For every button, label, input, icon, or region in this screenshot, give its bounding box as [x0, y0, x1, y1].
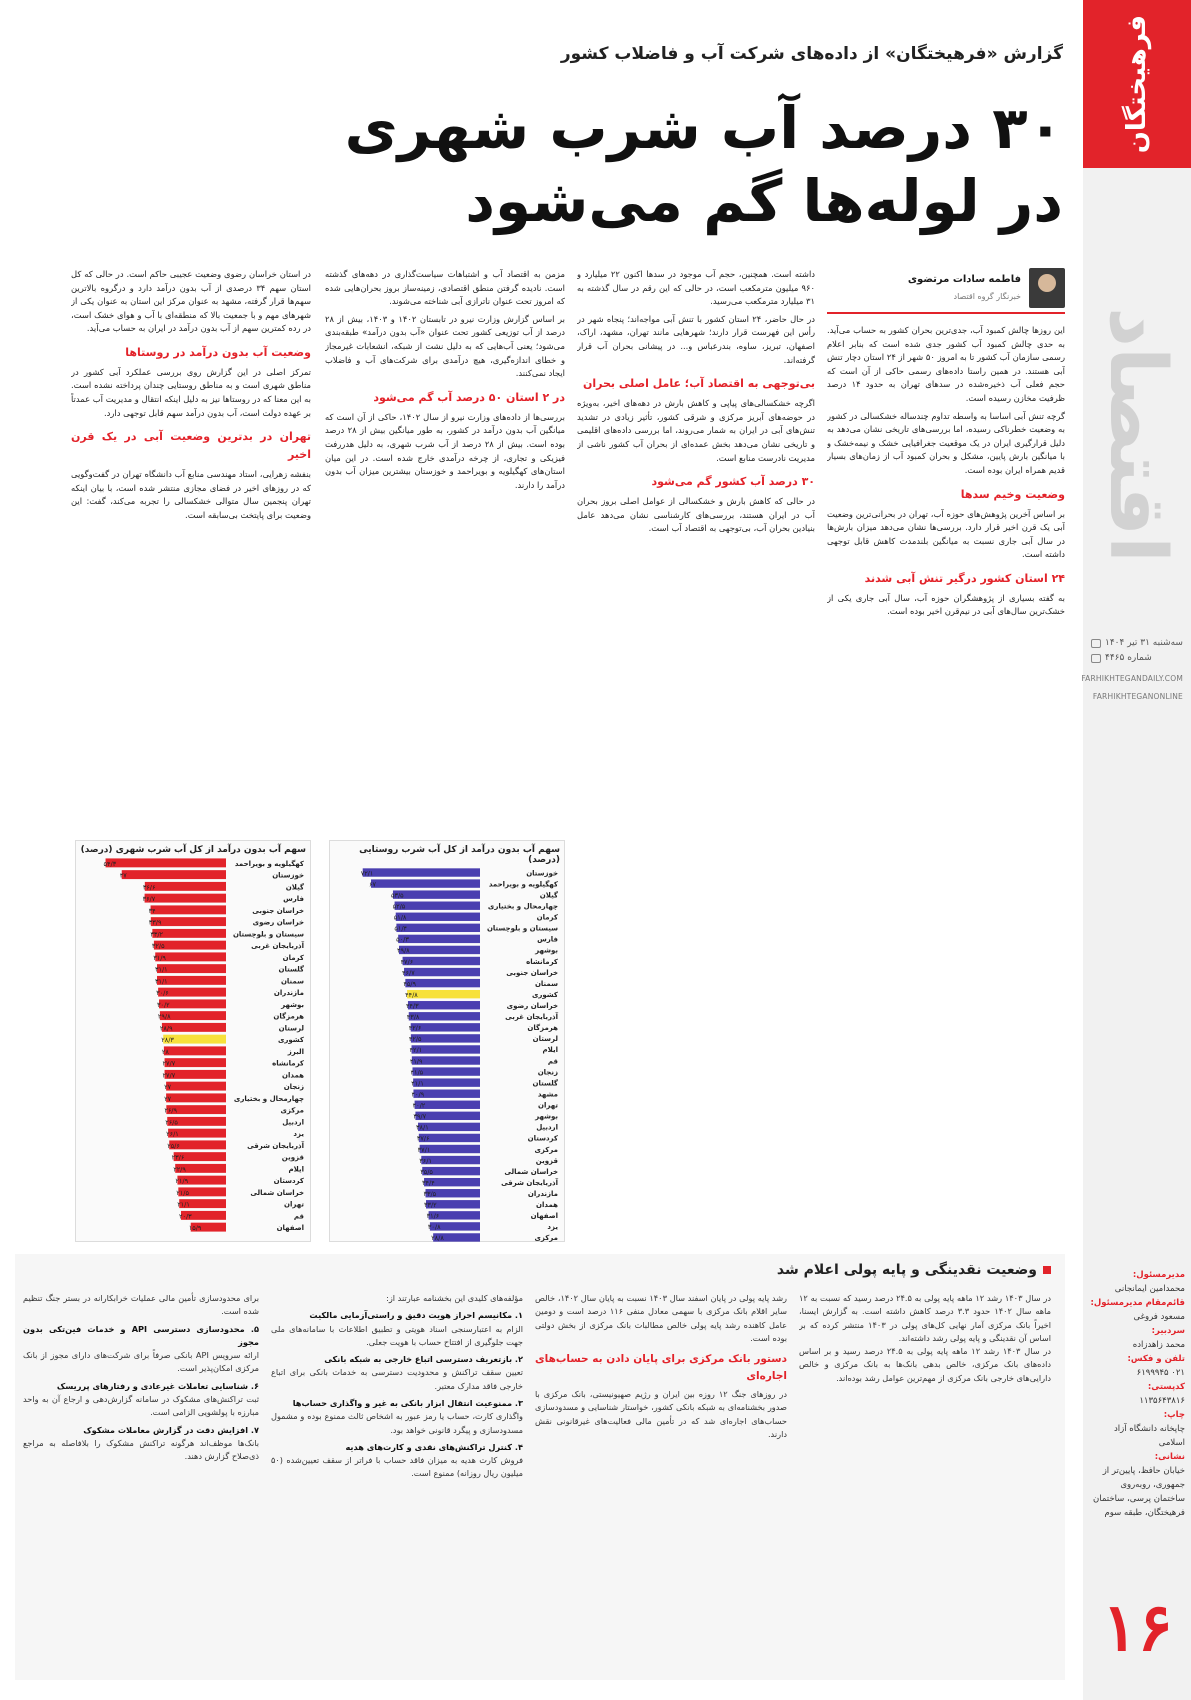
chart-value-label: ۳۷/۱ [417, 1145, 431, 1154]
chart-category-label: فارس [283, 895, 304, 904]
logo-text: فرهیختگان [1122, 14, 1152, 154]
chart-bar [103, 858, 226, 868]
chart-category-label: تهران [284, 1200, 304, 1209]
chart-value-label: ۳۸/۱ [416, 1123, 429, 1132]
chart-bar [142, 882, 226, 892]
right-rail [1083, 0, 1191, 1700]
chart-value-label: ۳۶/۱ [419, 1156, 432, 1165]
bottom-headline: وضعیت نقدینگی و پایه پولی اعلام شد [777, 1262, 1051, 1278]
chart-value-label: ۲۷ [164, 1094, 172, 1103]
chart-value-label: ۲۸ [161, 1047, 169, 1056]
chart-value-label: ۲۲/۹ [173, 1165, 186, 1174]
chart-category-label: چهارمحال و بختیاری [487, 902, 558, 911]
chart-bar [166, 1082, 226, 1091]
chart-category-label: کشوری [531, 990, 558, 999]
chart-value-label: ۴۵/۹ [403, 979, 417, 988]
rural-chart-svg [334, 867, 560, 1243]
chart-category-label: قزوین [535, 1156, 558, 1165]
chart-category-label: گیلان [539, 891, 558, 900]
chart-bar [406, 1012, 480, 1022]
chart-value-label: ۳۳/۲ [150, 930, 164, 939]
chart-value-label: ۳۳/۲ [423, 1201, 437, 1210]
chart-value-label: ۳۱/۶ [426, 1212, 440, 1221]
author-byline [827, 268, 1065, 314]
article-headline [123, 92, 1063, 237]
chart-value-label: ۲۸/۹ [159, 1024, 173, 1033]
chart-category-label: ایلام [542, 1046, 558, 1055]
headline-line-1: ۳۰ درصد آب شرب شهری [344, 94, 1063, 162]
chart-category-label: لرستان [532, 1035, 558, 1044]
chart-value-label: ۴۲/۱ [409, 1046, 423, 1055]
chart-value-label: ۲۵/۶ [167, 1141, 180, 1150]
chart-category-label: همدان [536, 1201, 558, 1210]
chart-category-label: مشهد [537, 1090, 558, 1099]
chart-value-label: ۳۴/۴ [422, 1178, 435, 1187]
chart-category-label: مرکزی [280, 1106, 304, 1115]
chart-bar [405, 979, 480, 987]
chart-category-label: آذربایجان غربی [505, 1013, 558, 1022]
author-avatar [1029, 268, 1065, 308]
chart-value-label: ۲۳/۶ [171, 1153, 185, 1162]
chart-value-label: ۵۴/۳ [103, 859, 117, 868]
chart-category-label: آذربایجان شرقی [247, 1141, 304, 1150]
chart-category-label: سمنان [280, 977, 304, 986]
article-kicker: گزارش «فرهیختگان» از داده‌های شرکت آب و فاضلاب کشور [560, 44, 1063, 64]
chart-bar [371, 879, 480, 887]
chart-value-label: ۲۹/۸ [157, 1012, 171, 1021]
chart-bar [152, 929, 226, 938]
chart-category-label: خراسان جنوبی [252, 906, 304, 915]
bottom-column-2: رشد پایه پولی در پایان اسفند سال ۱۴۰۳ نسبت به پایان سال ۱۴۰۲، خالص سایر اقلام بانک مرکزی با سهمی معادل منفی ۱۱۶ درصد است و دومین عامل کاهنده رشد پایه پولی خالص مطالبات بانک مرکزی از بخش دولتی بوده است. دستور بانک مرکزی برای پایان دادن به حساب‌های اجاره‌ای در روزهای جنگ ۱۲ روزه بین ایران و رژیم صهیونیستی، بانک مرکزی با صدور بخشنامه‌ای به شبکه بانکی کشور، خواستار شناسایی و مسدودسازی حساب‌های اجاره‌ای شد که در تأمین مالی فعالیت‌های غیرقانونی نقش دارند. [535, 1293, 787, 1439]
chart-value-label: ۴۴/۸ [405, 990, 418, 999]
chart-category-label: کردستان [527, 1134, 558, 1143]
chart-category-label: مازندران [527, 1190, 558, 1198]
chart-value-label: ۴۱/۹ [409, 1057, 423, 1066]
chart-category-label: خراسان رضوی [252, 918, 304, 927]
urban-chart-svg [80, 857, 306, 1233]
chart-category-label: یزد [293, 1130, 304, 1139]
chart-category-label: مرکزی [534, 1234, 558, 1243]
chart-category-label: مازندران [273, 989, 304, 998]
chart-value-label: ۳۱/۱ [155, 965, 168, 974]
chart-category-label: گیلان [285, 883, 304, 892]
chart-value-label: ۴۴/۳ [405, 1002, 419, 1010]
chart-value-label: ۵۰/۳ [396, 935, 409, 944]
chart-bar [151, 941, 226, 951]
chart-title: سهم آب بدون درآمد از کل آب شرب شهری (درصد) [80, 845, 306, 855]
bottom-column-1: در سال ۱۴۰۳ رشد ۱۲ ماهه پایه پولی به ۲۴.۵ درصد رسید که نسبت به ۱۲ ماهه سال ۱۴۰۲ حدود ۳.۳ درصد کاهش داشته است. به گزارش ایسنا، اخیراً بانک مرکزی آمار نهایی کل‌های پولی در ۱۴۰۳ منتشر کرده که بر اساس آن نقدینگی و پایه پولی رشد داشته‌اند. در سال ۱۴۰۳ رشد ۱۲ ماهه پایه پولی به ۲۴.۵ درصد رسید و بر اساس داده‌های بانک مرکزی، خالص بدهی بانک‌ها به بانک مرکزی و خالص دارایی‌های خارجی بانک مرکزی از مهم‌ترین عوامل رشد بوده‌اند. [799, 1293, 1051, 1383]
chart-value-label: ۱۵/۹ [188, 1224, 202, 1233]
chart-category-label: خوزستان [272, 871, 304, 880]
chart-value-label: ۳۵/۵ [420, 1167, 433, 1176]
chart-category-label: چهارمحال و بختیاری [233, 1094, 304, 1103]
subheading: تهران در بدترین وضعیت آبی در یک قرن اخیر [71, 430, 311, 462]
social-handle[interactable]: FARHIKHTEGANONLINE [1092, 692, 1183, 702]
chart-title: سهم آب بدون درآمد از کل آب شرب روستایی (درصد) [359, 845, 560, 865]
chart-category-label: اصفهان [276, 1224, 304, 1233]
chart-bar [142, 894, 226, 904]
chart-category-label: ایلام [288, 1165, 304, 1174]
chart-bar [404, 968, 480, 976]
chart-category-label: هرمزگان [527, 1024, 558, 1033]
chart-value-label: ۳۰/۶ [156, 989, 169, 998]
subheading: وضعیت آب بدون درآمد در روستاها [125, 346, 311, 360]
chart-category-label: یزد [547, 1223, 558, 1232]
chart-category-label: البرز [287, 1047, 304, 1056]
subheading: وضعیت وخیم سدها [960, 487, 1065, 501]
subheading: بی‌توجهی به اقتصاد آب؛ عامل اصلی بحران [582, 377, 815, 391]
chart-category-label: فارس [537, 935, 558, 944]
chart-category-label: بوشهر [535, 1112, 558, 1121]
chart-value-label: ۳۰/۲ [157, 1000, 170, 1009]
section-label: اقتصاد [1092, 307, 1182, 563]
issue-meta [1081, 636, 1183, 704]
chart-bar [396, 946, 480, 955]
chart-value-label: ۳۹/۷ [413, 1112, 427, 1121]
chart-value-label: ۳۴ [148, 906, 156, 915]
chart-category-label: بوشهر [535, 946, 558, 955]
chart-category-label: آذربایجان غربی [251, 942, 304, 951]
chart-value-label: ۲۸/۳ [161, 1036, 174, 1045]
chart-category-label: آذربایجان شرقی [501, 1178, 558, 1187]
bottom-column-4: برای محدودسازی تأمین مالی عملیات خرابکارانه در بستر جنگ تنظیم شده است. ۵. محدودسازی دسترسی API و خدمات فین‌تکی بدون مجوز ارائه سرویس API بانکی صرفاً برای شرکت‌های دارای مجوز از بانک مرکزی امکان‌پذیر است. ۶. شناسایی تعاملات غیرعادی و رفتارهای پرریسک ثبت تراکنش‌های مشکوک در سامانه گزارش‌دهی و ارجاع آن به واحد مبارزه با پولشویی الزامی است. ۷. افزایش دقت در گزارش معاملات مشکوک بانک‌ها موظف‌اند هرگونه تراکنش مشکوک را بلافاصله به مراجع ذی‌صلاح گزارش دهند. [23, 1293, 259, 1462]
chart-value-label: ۲۷/۷ [162, 1071, 176, 1080]
chart-category-label: خوزستان [526, 869, 558, 878]
chart-category-label: خراسان شمالی [250, 1188, 304, 1197]
chart-category-label: سمنان [534, 979, 558, 988]
chart-value-label: ۲۷ [164, 1083, 172, 1092]
chart-category-label: همدان [282, 1071, 304, 1080]
author-role: خبرنگار گروه اقتصاد [953, 292, 1021, 301]
chart-category-label: خراسان رضوی [506, 1002, 558, 1010]
chart-category-label: زنجان [283, 1083, 304, 1092]
chart-value-label: ۲۷/۷ [162, 1059, 176, 1068]
chart-value-label: ۲۶/۱ [166, 1130, 179, 1139]
chart-value-label: ۶۷ [369, 880, 376, 889]
chart-category-label: کشوری [277, 1036, 304, 1045]
chart-category-label: هرمزگان [273, 1012, 304, 1021]
chart-bar [407, 990, 480, 998]
issue-number: شماره ۴۴۶۵ [1105, 653, 1152, 664]
subheading: در ۲ استان ۵۰ درصد آب گم می‌شود [373, 390, 565, 404]
chart-value-label: ۳۳/۹ [148, 918, 162, 927]
chart-category-label: لرستان [278, 1024, 304, 1033]
chart-bar [400, 957, 480, 966]
chart-category-label: قم [547, 1057, 558, 1066]
chart-value-label: ۳۳/۵ [423, 1190, 437, 1198]
chart-value-label: ۳۶/۷ [142, 895, 156, 904]
chart-value-label: ۴۳/۸ [406, 1013, 420, 1022]
chart-category-label: سیستان و بلوچستان [232, 930, 304, 939]
chart-category-label: کرمان [282, 953, 304, 962]
chart-bar [398, 935, 480, 943]
page-number: ۱۶ [1102, 1588, 1173, 1666]
subheading: ۳۰ درصد آب کشور گم می‌شود [651, 475, 815, 489]
issue-date: سه‌شنبه ۳۱ تیر ۱۴۰۴ [1105, 638, 1183, 648]
newspaper-icon [1091, 654, 1101, 663]
chart-value-label: ۳۱/۱ [155, 977, 168, 986]
chart-category-label: گلستان [532, 1079, 558, 1088]
chart-value-label: ۴۲/۵ [408, 1035, 422, 1044]
chart-category-label: کهگیلویه و بویراحمد [488, 880, 558, 889]
chart-value-label: ۴۹/۸ [396, 946, 410, 955]
chart-category-label: اردبیل [282, 1118, 304, 1127]
chart-value-label: ۳۲/۵ [151, 942, 165, 951]
chart-value-label: ۴۱/۱ [411, 1079, 424, 1088]
chart-category-label: مرکزی [534, 1145, 558, 1154]
chart-category-label: کهگیلویه و بویراحمد [234, 859, 304, 868]
chart-bar [405, 1001, 480, 1010]
chart-bar [148, 917, 226, 927]
chart-value-label: ۳۶/۶ [142, 883, 156, 892]
chart-category-label: تهران [538, 1101, 558, 1110]
chart-value-label: ۴۶/۷ [402, 968, 415, 977]
rural-nrw-chart [329, 840, 565, 1242]
chart-bar [392, 902, 480, 911]
chart-value-label: ۲۱/۱ [177, 1200, 190, 1209]
article-column-4: در استان خراسان رضوی وضعیت عجیبی حاکم است. در حالی که کل استان سهم ۳۴ درصدی از آب بدون درآمد دارد و درگروه بالاترین سهم‌ها قرار گرفته، مشهد به عنوان مرکز این استان به عنوان یکی از شهرهای مهم و با جمعیت بالا که منطقه‌ای با آب و هوای خشک است، در رده کمترین سهم از آب بدون درآمد در ایران به حساب می‌آید. وضعیت آب بدون درآمد در روستاها تمرکز اصلی در این گزارش روی بررسی عملکرد آبی کشور در مناطق شهری است و به مناطق روستایی چندان پرداخته نشده است. به این معنا که در روستاها نیز به دلیل اینکه انتقال و مدیریت آب عمدتاً بر عهده دولت است، آب بدون درآمد سهم قابل توجهی دارد. تهران در بدترین وضعیت آبی در یک قرن اخیر بنفشه زهرایی، استاد مهندسی منابع آب دانشگاه تهران در گفت‌وگویی که در روزهای اخیر در فضای مجازی منتشر شده است، با بیان اینکه تهران پنجمین سال متوالی خشکسالی را تجربه می‌کند، گفت: این وضعیت برای پایتخت بی‌سابقه است. [71, 269, 311, 520]
chart-value-label: ۲۱/۵ [176, 1188, 189, 1197]
calendar-icon [1091, 639, 1101, 648]
chart-category-label: کردستان [273, 1177, 304, 1186]
chart-category-label: قزوین [281, 1153, 304, 1162]
chart-value-label: ۴۲/۶ [408, 1024, 422, 1033]
chart-value-label: ۵۱/۴ [394, 924, 408, 933]
chart-value-label: ۴۱/۵ [410, 1068, 424, 1077]
newspaper-logo[interactable] [1083, 0, 1191, 168]
chart-value-label: ۴۰/۹ [411, 1090, 425, 1099]
chart-value-label: ۵۲/۵ [392, 902, 406, 911]
chart-category-label: خراسان جنوبی [506, 968, 558, 977]
chart-bar [390, 890, 480, 900]
chart-value-label: ۲۸/۸ [431, 1234, 444, 1243]
chart-category-label: سیستان و بلوچستان [486, 924, 558, 933]
staff-box: مدیرمسئول: محمدامین ایمانجانی قائم‌مقام مدیرمسئول: مسعود فروغی سردبیر: محمد زاهدزاده تلفن و فکس: ۰۲۱ ۶۱۹۹۹۴۵ کدپستی: ۱۱۳۵۶۴۳۸۱۶ چاپ: چاپخانه دانشگاه آزاد اسلامی نشانی: خیابان حافظ، پایین‌تر از جمهوری، روبه‌روی ساختمان پرسی، ساختمان فرهیختگان، طبقه سوم [1090, 1270, 1185, 1519]
chart-bar [119, 870, 226, 880]
chart-bar [360, 868, 480, 878]
article-column-3: مزمن به اقتصاد آب و اشتباهات سیاست‌گذاری در دهه‌های گذشته است. نادیده گرفتن منطق اقتصادی، زمینه‌ساز بروز بحران‌هایی شده که امروز تحت عنوان ناترازی آبی شناخته می‌شوند. بر اساس گزارش وزارت نیرو در تابستان ۱۴۰۲ و ۱۴۰۳، بیش از ۲۸ درصد از آب توزیعی کشور تحت عنوان «آب بدون درآمد» طبقه‌بندی می‌شود؛ یعنی آب‌هایی که به دلیل نشت از شبکه، انشعابات غیرمجاز و خطای اندازه‌گیری، هیچ درآمدی برای شرکت‌های آب و فاضلاب ایجاد نمی‌کنند. در ۲ استان ۵۰ درصد آب گم می‌شود بررسی‌ها از داده‌های وزارت نیرو از سال ۱۴۰۲، حاکی از آن است که میانگین آب بدون درآمد در کشور، به طور میانگین بیش از ۲۸ درصد بوده است. بیش از ۲۸ درصد از آب شرب شهری، به دلیل هدررفت فیزیکی و تجاری، از چرخه درآمدی خارج شده است. در این میان استان‌های کهگیلویه و بویراحمد و خوزستان بیشترین میزان آب بدون درآمد را دارند. [325, 269, 565, 490]
chart-bar [166, 1093, 226, 1102]
chart-value-label: ۴۷/۶ [400, 957, 414, 966]
chart-value-label: ۵۱/۸ [393, 913, 407, 922]
subheading: دستور بانک مرکزی برای پایان دادن به حساب‌های اجاره‌ای [535, 1353, 787, 1383]
chart-category-label: کرمان [536, 913, 558, 922]
bottom-column-3: مؤلفه‌های کلیدی این بخشنامه عبارتند از: ۱. مکانیسم احراز هویت دقیق و راستی‌آزمایی مالکیت الزام به اعتبارسنجی اسناد هویتی و تطبیق اطلاعات با سامانه‌های ملی جهت جلوگیری از افتتاح حساب با هویت جعلی. ۲. بازتعریف دسترسی اتباع خارجی به شبکه بانکی تعیین سقف تراکنش و محدودیت دسترسی به خدمات بانکی برای اتباع خارجی فاقد مدارک معتبر. ۳. ممنوعیت انتقال ابزار بانکی به غیر و واگذاری حساب‌ها واگذاری کارت، حساب یا رمز عبور به اشخاص ثالث ممنوع بوده و مشمول مسدودسازی و پیگرد قانونی خواهد بود. ۴. کنترل تراکنش‌های نقدی و کارت‌های هدیه فروش کارت هدیه به میزان فاقد حساب با فراتر از سقف تعیین‌شده (۵۰ میلیون ریال روزانه) ممنوع است. [271, 1293, 523, 1479]
chart-value-label: ۲۶/۹ [164, 1106, 178, 1115]
chart-category-label: اصفهان [530, 1212, 558, 1221]
chart-value-label: ۲۶/۵ [165, 1118, 178, 1127]
headline-line-2: در لوله‌ها گم می‌شود [465, 166, 1063, 235]
chart-value-label: ۳۷/۶ [416, 1134, 430, 1143]
chart-value-label: ۳۱/۹ [153, 953, 166, 962]
chart-value-label: ۲۱/۹ [175, 1177, 189, 1186]
article-column-1: این روزها چالش کمبود آب، جدی‌ترین بحران کشور به حساب می‌آید. به حدی چالش کمبود آب کشور جدی شده است که بنابر اعلام رسمی سازمان آب کشور تا به امروز ۵۰ شهر از ۲۴ استان دچار تنش آبی هستند. در همین راستا داده‌های رسمی حاکی از آن است که حجم فعلی آب ذخیره‌شده در سدهای تهران به حدود ۱۴ درصد ظرفیت مخازن رسیده است. گرچه تنش آبی اساسا به واسطه تداوم چندساله خشکسالی در کشور به وضعیت خطرناکی رسیده، اما بررسی‌های تاریخی نشان می‌دهد به دلیل قرارگیری ایران در یک موقعیت جغرافیایی خشک و نیمه‌خشک و با میانگین بارش پایین، مشکل و بحران کمبود آب از زمان‌های بسیار قدیم همراه ایران بوده است. وضعیت وخیم سدها بر اساس آخرین پژوهش‌های حوزه آب، تهران در بحرانی‌ترین وضعیت آبی یک قرن اخیر قرار دارد. بررسی‌ها نشان می‌دهد میزان بارش‌ها در سال آبی جاری نسبت به میانگین بلندمدت کاهش قابل توجهی داشته است. ۲۴ استان کشور درگیر تنش آبی شدند به گفته بسیاری از پژوهشگران حوزه آب، سال آبی جاری یکی از خشک‌ترین سال‌های آبی در نیم‌قرن اخیر بوده است. [827, 325, 1065, 617]
chart-value-label: ۴۷ [119, 871, 127, 880]
article-column-2: داشته است. همچنین، حجم آب موجود در سدها اکنون ۲۲ میلیارد و ۹۶۰ میلیون مترمکعب است، در حالی که این رقم در سال گذشته به ۳۱ میلیارد مترمکعب می‌رسید. در حال حاضر، ۲۴ استان کشور با تنش آبی مواجه‌اند؛ پنجاه شهر در رأس این فهرست قرار دارند؛ شهرهایی مانند تهران، مشهد، اراک، اصفهان، تبریز، ساوه، بندرعباس و... در پیشانی بحران آب قرار گرفته‌اند. بی‌توجهی به اقتصاد آب؛ عامل اصلی بحران اگرچه خشکسالی‌های پیاپی و کاهش بارش در دهه‌های اخیر، به‌ویژه در حوضه‌های آبریز مرکزی و شرقی کشور، تأثیر زیادی در تشدید تنش‌های آبی در ایران به شمار می‌روند، اما بررسی داده‌های اقلیمی و تاریخی نشان می‌دهد بخش عمده‌ای از بحران آب کشور ناشی از مدیریت نادرست منابع است. ۳۰ درصد آب کشور گم می‌شود در حالی که کاهش بارش و خشکسالی از عوامل اصلی بروز بحران آب در ایران هستند، بررسی‌های کارشناسی نشان می‌دهد عامل بنیادین بحران آب، بی‌توجهی به اقتصاد آب است. [577, 269, 815, 534]
chart-bar [396, 924, 480, 932]
chart-category-label: کرمانشاه [272, 1059, 304, 1068]
chart-category-label: خراسان شمالی [504, 1167, 558, 1176]
chart-value-label: ۴۰/۲ [412, 1101, 426, 1110]
chart-bar [393, 913, 480, 922]
chart-category-label: زنجان [537, 1068, 558, 1077]
chart-category-label: اردبیل [536, 1123, 558, 1132]
author-name: فاطمه سادات مرتضوی [907, 274, 1021, 285]
website-link[interactable]: FARHIKHTEGANDAILY.COM [1081, 673, 1183, 683]
chart-bar [161, 1046, 226, 1056]
chart-value-label: ۳۰/۸ [427, 1223, 441, 1232]
chart-value-label: ۵۳/۵ [390, 891, 404, 900]
subheading: ۲۴ استان کشور درگیر تنش آبی شدند [864, 571, 1065, 585]
chart-category-label: کرمانشاه [526, 957, 558, 966]
chart-value-label: ۷۲/۱ [360, 869, 374, 878]
chart-value-label: ۲۰/۳ [178, 1212, 192, 1221]
chart-bar [148, 905, 226, 915]
chart-category-label: بوشهر [281, 1000, 304, 1009]
chart-category-label: گلستان [278, 965, 304, 974]
chart-category-label: قم [293, 1212, 304, 1221]
urban-nrw-chart [75, 840, 311, 1242]
